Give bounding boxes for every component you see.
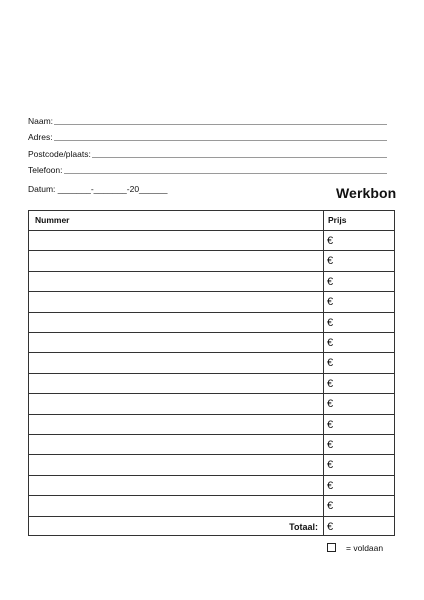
- price-cell[interactable]: €: [327, 255, 334, 268]
- price-cell[interactable]: €: [327, 398, 334, 411]
- price-cell[interactable]: €: [327, 296, 334, 309]
- table-row[interactable]: [29, 435, 394, 455]
- total-label: Totaal:: [289, 521, 318, 532]
- paid-label: = voldaan: [346, 543, 384, 553]
- table-row[interactable]: [29, 272, 394, 292]
- work-order-table: [28, 210, 395, 536]
- postcode-label: Postcode/plaats:: [28, 149, 91, 159]
- name-line[interactable]: [54, 124, 387, 125]
- column-divider: [323, 211, 324, 535]
- table-row[interactable]: [29, 415, 394, 435]
- page-title: Werkbon: [336, 185, 397, 201]
- address-field[interactable]: [28, 130, 387, 142]
- address-label: Adres:: [28, 132, 53, 142]
- table-row[interactable]: [29, 292, 394, 312]
- number-column-header: Nummer: [35, 215, 70, 225]
- table-row[interactable]: [29, 313, 394, 333]
- phone-field[interactable]: [28, 163, 387, 175]
- postcode-line[interactable]: [92, 157, 387, 158]
- table-row[interactable]: [29, 333, 394, 353]
- price-cell[interactable]: €: [327, 357, 334, 370]
- address-line[interactable]: [54, 140, 387, 141]
- price-cell[interactable]: €: [327, 418, 334, 431]
- price-cell[interactable]: €: [327, 235, 334, 247]
- price-cell[interactable]: €: [327, 459, 334, 472]
- price-cell[interactable]: €: [327, 439, 334, 451]
- price-cell[interactable]: €: [327, 377, 334, 390]
- table-row[interactable]: [29, 496, 394, 516]
- phone-line[interactable]: [64, 173, 388, 174]
- table-row[interactable]: [29, 251, 394, 271]
- paid-checkbox[interactable]: [327, 543, 336, 552]
- table-row[interactable]: [29, 374, 394, 394]
- table-row[interactable]: [29, 455, 394, 475]
- name-label: Naam:: [28, 116, 54, 126]
- table-row[interactable]: [29, 476, 394, 496]
- postcode-field[interactable]: [28, 147, 387, 159]
- price-cell[interactable]: €: [327, 500, 334, 513]
- price-cell[interactable]: €: [327, 479, 334, 492]
- phone-label: Telefoon:: [28, 165, 63, 175]
- table-row[interactable]: [29, 394, 394, 414]
- total-price-cell[interactable]: €: [327, 520, 334, 533]
- table-row[interactable]: [29, 231, 394, 251]
- date-field[interactable]: Datum: _______-_______-20______: [28, 184, 168, 194]
- price-cell[interactable]: €: [327, 275, 334, 288]
- total-row: [29, 517, 394, 537]
- price-cell[interactable]: €: [327, 337, 334, 349]
- table-row[interactable]: [29, 353, 394, 373]
- name-field[interactable]: [28, 114, 387, 126]
- table-header: [29, 211, 394, 231]
- price-cell[interactable]: €: [327, 316, 334, 329]
- price-column-header: Prijs: [328, 215, 347, 225]
